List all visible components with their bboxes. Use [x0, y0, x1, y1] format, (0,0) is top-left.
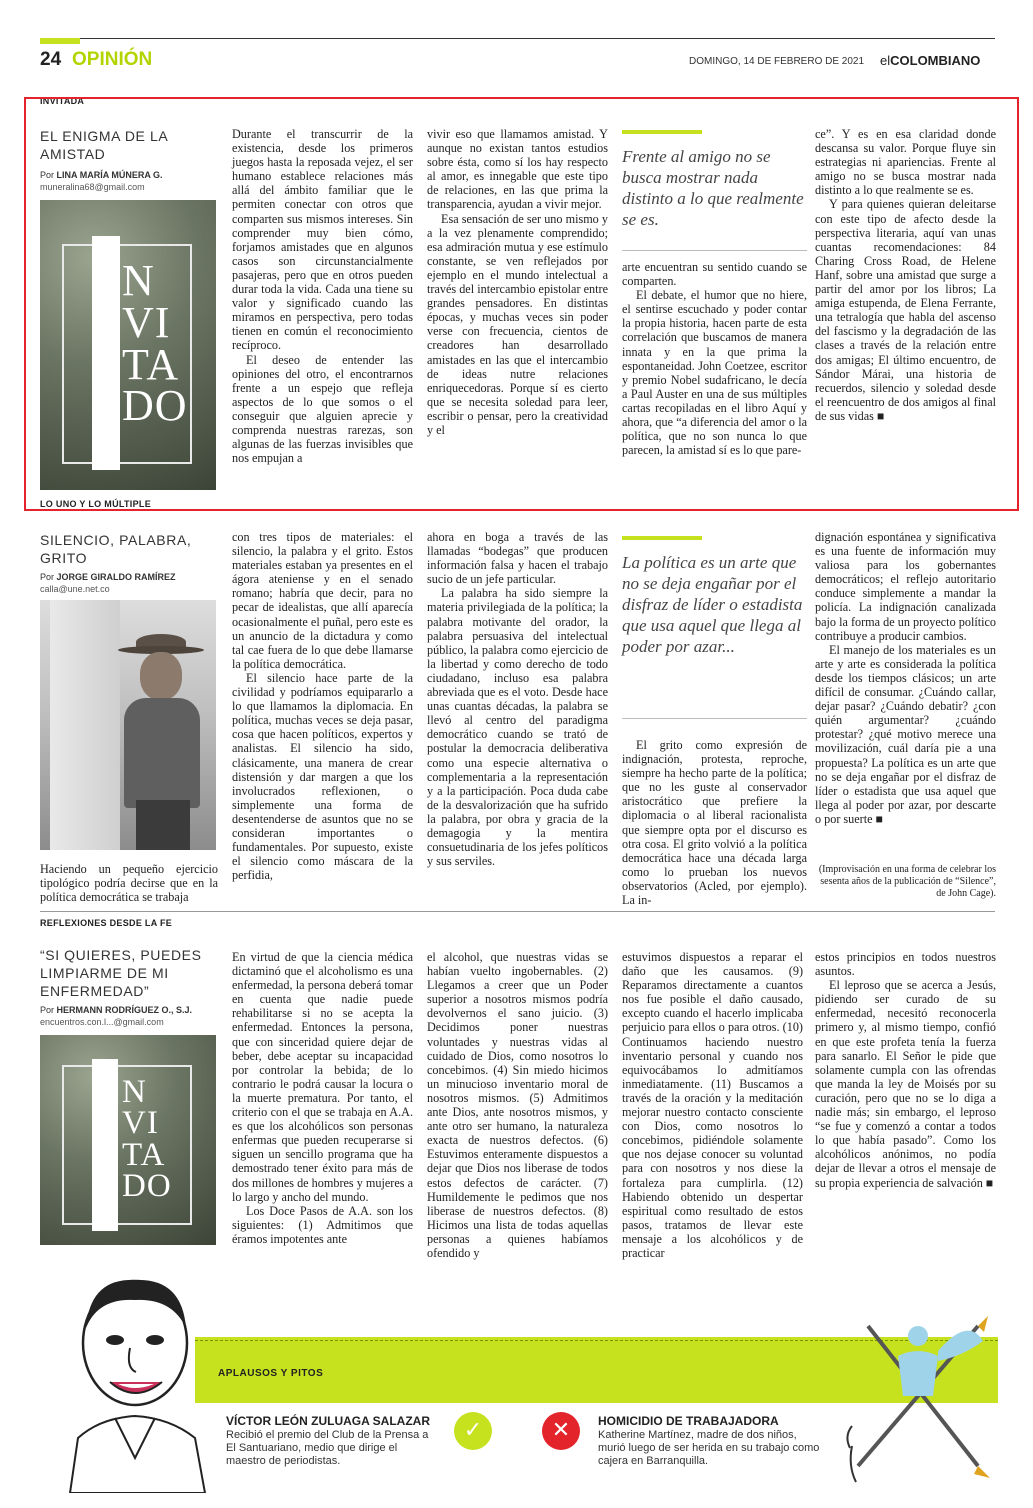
- article1-column-1: Durante el transcurrir de la existencia, desde los primeros juegos hasta la reposada vejez, el ser humano establece relaciones más allá del ámbito familiar que le permiten conectar con otros que comparten sus mismos intereses. Sin comprender muy bien cómo, forjamos amistades que en algunos casos son circunstancialmente pasajeras, pero que en otros pueden durar toda la vida. Cada una tiene su valor y significado cuando las miramos en perspectiva, pero todas tienen en común el reconocimiento recíproco. El deseo de entender las opiniones del otro, el encontrarnos frente a un espejo que refleja aspectos de lo que somos o el conseguir que alguien aprecie y comprenda nuestras rarezas, son algunas de las fuerzas invisibles que nos empujan a: [232, 127, 413, 466]
- article1-title: EL ENIGMA DE LA AMISTAD: [40, 128, 168, 162]
- brand-name: COLOMBIANO: [890, 53, 981, 68]
- caricature-illustration: [60, 1268, 210, 1493]
- brand-prefix: el: [880, 53, 891, 68]
- pito-name: HOMICIDIO DE TRABAJADORA: [598, 1414, 779, 1428]
- top-rule: [40, 38, 995, 39]
- article2-byline: Por JORGE GIRALDO RAMÍREZ: [40, 572, 176, 582]
- article1-email: muneralina68@gmail.com: [40, 182, 145, 192]
- section-name: OPINIÓN: [72, 49, 153, 70]
- aplausos-pitos-illustration: [838, 1296, 998, 1496]
- aplauso-description: Recibió el premio del Club de la Prensa a El Santuariano, medio que dirige el maestro de periodistas.: [226, 1429, 429, 1467]
- invitado-graphic: [40, 200, 216, 490]
- invitado-graphic-2: [40, 1035, 216, 1245]
- article3-column-2: el alcohol, que nuestras vidas se habían vuelto ingobernables. (2) Llegamos a creer que un Poder superior a nosotros mismos podría devolvernos el sano juicio. (3) Decidimos poner nuestras voluntades y nuestras vidas al cuidado de Dios, como nosotros lo concebimos. (4) Sin miedo hicimos un minucioso inventario moral de nosotros mismos. (5) Admitimos ante Dios, ante nosotros mismos, y ante otro ser humano, la naturaleza exacta de nuestros defectos. (6) Estuvimos enteramente dispuestos a dejar que Dios nos liberase de todos estos defectos de carácter. (7) Humildemente le pedimos que nos liberase de nuestros defectos. (8) Hicimos una lista de todas aquellas personas a quienes habíamos ofendido y: [427, 950, 608, 1260]
- check-icon: ✓: [454, 1412, 492, 1450]
- article1-kicker: INVITADA: [40, 96, 85, 106]
- article2-column-0: Haciendo un pequeño ejercicio tipológico podría decirse que en la política democrática se trabaja: [40, 862, 218, 905]
- page-number: 24: [40, 49, 62, 70]
- quote-rule: [622, 250, 807, 251]
- pito-description: Katherine Martínez, madre de dos niños, murió luego de ser herida en su trabajo como cajera en Barranquilla.: [598, 1429, 820, 1467]
- quote-rule-2: [622, 718, 807, 719]
- cross-icon: ✕: [542, 1412, 580, 1450]
- article2-kicker: LO UNO Y LO MÚLTIPLE: [40, 499, 152, 509]
- article3-kicker: REFLEXIONES DESDE LA FE: [40, 918, 173, 928]
- article1-column-2: vivir eso que llamamos amistad. Y aunque no existan tantos estudios sobre ésta, como sí los hay respecto al amor, es innegable que este tipo de relaciones, en las que prima la transparencia, ayudan a vivir mejor. Esa sensación de ser uno mismo y a la vez plenamente comprendido; esa admiración mutua y ese estímulo constante, se ven reflejados por ejemplo en el mundo intelectual a través del intercambio epistolar entre grandes pensadores. En distintas épocas, y muchas veces sin poder verse con frecuencia, cientos de creadores han desarrollado amistades en las que el intercambio de ideas nutre relaciones enriquecedoras. Porque sí es cierto que se necesita soledad para leer, escribir o pensar, pero la creatividad y el: [427, 127, 608, 437]
- header-accent: [40, 38, 80, 44]
- article2-email: calla@une.net.co: [40, 584, 110, 594]
- article3-column-1: En virtud de que la ciencia médica dictaminó que el alcoholismo es una enfermedad, la persona deberá tomar en cuenta que nadie puede rehabilitarse si no se acepta la enfermedad. Entonces la persona, que con sinceridad quiere dejar de beber, debe aceptar su incapacidad por controlar la bebida; de lo contrario le podrá causar la locura o la muerte prematura. Por tanto, el criterio con el que se trabaja en A.A. es que los alcohólicos son personas enfermas que pueden recuperarse si siguen un sencillo programa que ha demostrado tener éxito para más de dos millones de hombres y mujeres a lo largo y ancho del mundo. Los Doce Pasos de A.A. son los siguientes: (1) Admitimos que éramos impotentes ante: [232, 950, 413, 1246]
- article1-column-4: ce”. Y es en esa claridad donde descansa su valor. Porque fluye sin estrategias ni apariencias. Frente al amigo no se busca mostrar nada distinto a lo que realmente se es. Y para quienes quieran deleitarse con este tipo de afecto desde la perspectiva literaria, aquí van unas cuantas recomendaciones: 84 Charing Cross Road, de Helene Hanf, sobre una amistad que surge a partir del amor por los libros; La amiga estupenda, de Elena Ferrante, una tetralogía que habla del ascenso del fascismo y la degradación de las clases a través de la relación entre dos amigas; El último encuentro, de Sándor Márai, una historia de recuerdos, silencio y soledad desde el reencuentro de dos amigos al final de sus vidas ■: [815, 127, 996, 423]
- article2-column-3: El grito como expresión de indignación, protesta, reproche, siempre ha hecho parte de la política; que no les guste al conservador aristocrático que prefiere la diplomacia o al liberal racionalista que siempre opta por el discurso es otra cosa. El grito volvió a la política democrática hace una década larga como lo prueban los nuevos observatorios (Acled, por ejemplo). La in-: [622, 738, 807, 908]
- article1-pull-quote: Frente al amigo no se busca mostrar nada distinto a lo que realmente se es.: [622, 147, 804, 229]
- article3-title: “SI QUIERES, PUEDES LIMPIARME DE MI ENFERMEDAD”: [40, 947, 202, 999]
- author-photo: [40, 600, 216, 850]
- issue-date: DOMINGO, 14 DE FEBRERO DE 2021: [689, 56, 865, 67]
- invitado-letters-2: N VI TA DO: [122, 1074, 172, 1205]
- article3-column-3: estuvimos dispuestos a reparar el daño que les causamos. (9) Reparamos directamente a cuantos nos fue posible el daño causado, excepto cuando el hacerlo implicaba perjuicio para ellos o para otros. (10) Continuamos haciendo nuestro inventario personal y cuando nos equivocábamos lo admitíamos inmediatamente. (11) Buscamos a través de la oración y la meditación mejorar nuestro contacto consciente con Dios, como nosotros lo concebimos, pidiéndole solamente que nos dejase conocer su voluntad para con nosotros y nos diese la fortaleza para cumplirla. (12) Habiendo obtenido un despertar espiritual como resultado de estos pasos, tratamos de llevar este mensaje a los alcohólicos y de practicar: [622, 950, 803, 1260]
- article2-column-1: con tres tipos de materiales: el silencio, la palabra y el grito. Estos materiales estaban ya presentes en el ágora ateniense y en el senado romano; habría que decir, para no pecar de idealistas, que allí aparecía ocasionalmente el puñal, pero este es un anuncio de la dictadura y como tal cae fuera de lo que debe llamarse la política democrática. El silencio hace parte de la civilidad y podríamos equipararlo a lo que llamamos la diplomacia. En política, muchas veces se deja pasar, cosa que hacen políticos, expertos y analistas. El silencio ha sido, clásicamente, una manera de crear distensión y dar margen a que los involucrados reflexionen, o simplemente una forma de desentenderse de asuntos que no se consideran importantes o fundamentales. Por supuesto, existe el silencio como máscara de la perfidia,: [232, 530, 413, 883]
- quote-accent: [622, 130, 702, 134]
- article3-byline: Por HERMANN RODRÍGUEZ O., S.J.: [40, 1005, 193, 1015]
- newspaper-logo: [880, 53, 980, 68]
- section-divider: [40, 911, 995, 912]
- article2-column-4: dignación espontánea y significativa es una fuente de información muy valiosa para los gobernantes democráticos; el reflejo autoritario conduce simplemente a mandar la policía. La indignación canalizada bajo la forma de un proyecto político contribuye a producir cambios. El manejo de los materiales es un arte y arte es considerada la política desde los tiempos clásicos; un arte difícil de consumar. ¿Cuándo callar, dejar pasar? ¿Cuándo debatir? ¿con quién argumentar? ¿cuándo protestar? ¿qué motivo merece una movilización, cuál daría pie a una propuesta? La política es un arte que no se deja engañar por el disfraz de líder o estadista que usa aquel que llega al poder por azar, por descarte o por suerte ■: [815, 530, 996, 826]
- article3-column-4: estos principios en todos nuestros asuntos. El leproso que se acerca a Jesús, pidiendo ser curado de su enfermedad, necesitó reconocerla primero y, al mismo tiempo, confió en que este profeta tenía la fuerza para sanarlo. El Señor le pide que solamente cumpla con las ofrendas que manda la ley de Moisés por su curación, pero que no se lo diga a nadie más; sin embargo, el leproso “se fue y comenzó a contar a todos lo que había pasado”. Como los alcohólicos anónimos, no podía dejar de llevar a otros el mensaje de su propia experiencia de salvación ■: [815, 950, 996, 1190]
- article2-pull-quote: La política es un arte que no se deja engañar por el disfraz de líder o estadista que usa aquel que llega al poder por azar...: [622, 553, 803, 656]
- invitado-letters: N VI TA DO: [122, 256, 188, 431]
- aplausos-title: APLAUSOS Y PITOS: [218, 1368, 324, 1379]
- article3-email: encuentros.con.l...@gmail.com: [40, 1017, 164, 1027]
- article1-byline: Por LINA MARÍA MÚNERA G.: [40, 170, 163, 180]
- article2-title: SILENCIO, PALABRA, GRITO: [40, 532, 192, 566]
- aplauso-name: VÍCTOR LEÓN ZULUAGA SALAZAR: [226, 1414, 430, 1428]
- quote-accent-2: [622, 536, 702, 540]
- article2-note: (Improvisación en una forma de celebrar los sesenta años de la publicación de “Silence”, de John Cage).: [818, 864, 996, 899]
- article2-column-2: ahora en boga a través de las llamadas “bodegas” que producen información falsa y hacen el trabajo sucio de un jefe particular. La palabra ha sido siempre la materia privilegiada de la política; la palabra motivante del orador, la palabra persuasiva del intelectual público, la palabra como ejercicio de la libertad y como derecho de todo ciudadano, incluso esa palabra abreviada que es el voto. Desde hace unas cuantas décadas, la palabra se llevó al centro del paradigma democrático cuando se trató de postular la democracia deliberativa como una especie alternativa o complementaria a la representación y a la participación. Poca duda cabe de la desvalorización que ha sufrido la palabra, por obra y gracia de la demagogia y la mentira consuetudinaria de los jefes políticos y sus serviles.: [427, 530, 608, 869]
- article1-column-3: arte encuentran su sentido cuando se comparten. El debate, el humor que no hiere, el sentirse escuchado y poder contar la propia historia, hacen parte de esta correlación que buscamos de manera innata y en la que prima la espontaneidad. John Coetzee, escritor y premio Nobel sudafricano, le decía a Paul Auster en una de sus múltiples cartas recopiladas en el libro Aquí y ahora, que “a diferencia del amor o la política, que no son nunca lo que parecen, la amistad sí es lo que pare-: [622, 260, 807, 458]
